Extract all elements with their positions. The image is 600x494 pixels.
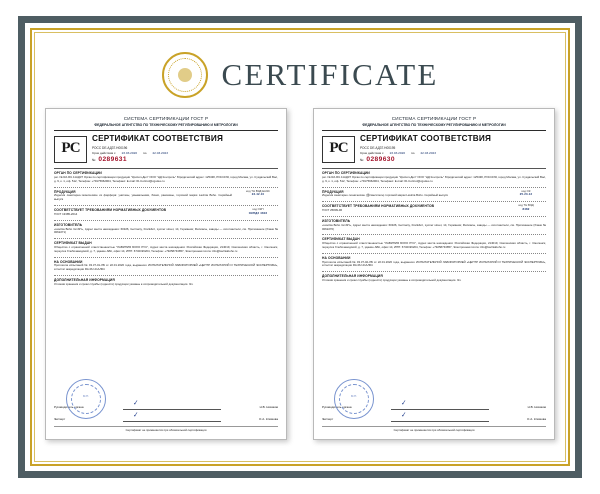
corner-ornament-bottom-right: [542, 438, 570, 466]
official-stamp: [66, 379, 106, 419]
signature-role: Эксперт: [54, 417, 66, 422]
section-body: Условия хранения и сроки службы (годности) продукции указаны в сопроводительной документации. Эл.: [322, 278, 462, 283]
validity-row: [360, 151, 546, 155]
blank-number-row: [92, 156, 278, 165]
stamp-label: М.П.: [350, 394, 358, 398]
section-manufacturer: [322, 219, 546, 231]
section-basis: [322, 256, 546, 268]
signature-mark: ✓: [132, 398, 140, 408]
signature-area: [54, 394, 278, 433]
section-heading: ИЗГОТОВИТЕЛЬ: [322, 218, 351, 223]
registry-number: РОСС DE.АД37.Н00195: [360, 145, 396, 150]
section-product: [54, 190, 278, 202]
signature-mark: ✓: [400, 410, 408, 420]
product-code-label: код ТН ВЭД ЕАЭС: [246, 188, 270, 193]
footer-note: Сертификат не применяется при обязательной сертификации: [322, 426, 546, 433]
section-heading: ДОПОЛНИТЕЛЬНАЯ ИНФОРМАЦИЯ: [322, 274, 383, 279]
valid-to-date: 22.03.2023: [420, 150, 436, 155]
section-heading: ПРОДУКЦИЯ: [322, 189, 344, 194]
divider: [322, 200, 546, 202]
section-heading: ОРГАН ПО СЕРТИФИКАЦИИ: [322, 171, 370, 176]
document-title: СЕРТИФИКАТ СООТВЕТСТВИЯ: [92, 134, 224, 144]
section-issued-to: [54, 241, 278, 253]
blank-number-row: [360, 156, 546, 165]
standard-code-value: ОКПД2 4816: [248, 210, 268, 215]
stamp-label: М.П.: [82, 394, 90, 398]
divider: [322, 215, 546, 217]
section-heading: СООТВЕТСТВУЕТ ТРЕБОВАНИЯМ НОРМАТИВНЫХ ДОКУМЕНТОВ: [54, 207, 167, 212]
divider: [54, 219, 278, 221]
page-title: CERTIFICATE: [221, 57, 439, 92]
corner-ornament-bottom-left: [30, 438, 58, 466]
section-product: [322, 190, 546, 199]
standard-code-label: код ТН ВЭД: [518, 203, 534, 208]
section-body: Изделия санитарно-технические (掛смеситель) торговой марки Lavinia Boho. Серийный выпуск: [322, 193, 448, 198]
section-heading: СЕРТИФИКАТ ВЫДАН: [322, 237, 360, 242]
signature-name: О.А. Климова: [259, 417, 278, 422]
section-heading: НА ОСНОВАНИИ: [322, 255, 351, 260]
validity-label: Срок действия с: [92, 150, 116, 155]
signature-role: Руководитель органа: [54, 405, 84, 410]
section-body: ГОСТ 13385-2014: [54, 211, 78, 216]
document-title: СЕРТИФИКАТ СООТВЕТСТВИЯ: [360, 134, 492, 144]
product-code-value: 23.42.10: [251, 192, 265, 197]
product-code-label: код ОК: [521, 188, 531, 193]
divider: [322, 233, 546, 235]
valid-from-date: 23.03.2020: [389, 150, 406, 155]
divider: [54, 130, 278, 131]
section-heading: ПРОДУКЦИЯ: [54, 189, 76, 194]
section-additional-info: [54, 278, 278, 287]
valid-from-date: 23.03.2020: [121, 150, 138, 155]
signature-name: О.А. Климова: [527, 417, 546, 422]
section-conformity: [322, 204, 546, 213]
gost-r-logo: РС: [54, 136, 87, 163]
valid-to-label: по: [143, 150, 147, 155]
signature-line: [391, 398, 489, 410]
section-body: Общество с ограниченной ответственностью "ЛАВИНИЯ БОХО РУС", Адрес места нахождения: Российская Федерация, 214019, Смоленская область, г. Смоленск, переулок Хлебозаводский, д. 7, здание АБК, офис 14, ИНН: 6732196204, Телефон: +79258743857, Электронная почта: info@laviniaboho.ru: [54, 245, 278, 253]
divider: [322, 252, 546, 254]
section-issued-to: [322, 237, 546, 249]
section-organ: [322, 171, 546, 183]
signature-role: Руководитель органа: [322, 405, 352, 410]
section-conformity: [54, 208, 278, 217]
page-header: [0, 52, 600, 98]
divider: [54, 204, 278, 206]
section-body: «Lavinia Boho GmbH», Адрес места нахождения: 60326, Germany, Frankfurt, Lyoner street, 14, Германия; Филиалы, заводы — изготовители, см. Приложение (бланк № 0062271): [54, 226, 278, 235]
section-body: Протокола испытаний № 03.37-01-ЛБ от 22.01.2020 года, выданного ИСПЫТАТЕЛЬНОЙ ЛАБОРАТОРИЕЙ «ЦЕНТР ИСПЫТАНИЙ И ТЕХНИЧЕСКОЙ ЭКСПЕРТИЗЫ», аттестат аккредитации RA.RU.21АЛ04: [54, 263, 278, 272]
blank-number-label: №: [360, 157, 364, 162]
validity-row: [92, 151, 278, 155]
section-heading: СООТВЕТСТВУЕТ ТРЕБОВАНИЯМ НОРМАТИВНЫХ ДОКУМЕНТОВ: [322, 204, 435, 209]
footer-note: Сертификат не применяется при обязательной сертификации: [54, 426, 278, 433]
valid-to-label: по: [411, 150, 415, 155]
section-organ: [54, 171, 278, 183]
agency-title: ФЕДЕРАЛЬНОЕ АГЕНТСТВО ПО ТЕХНИЧЕСКОМУ РЕГУЛИРОВАНИЮ И МЕТРОЛОГИИ: [362, 123, 506, 128]
validity-label: Срок действия с: [360, 150, 384, 155]
signature-line: [391, 410, 489, 422]
certificate-card[interactable]: [45, 108, 287, 440]
divider: [322, 186, 546, 188]
section-heading: НА ОСНОВАНИИ: [54, 259, 83, 264]
divider: [54, 274, 278, 276]
divider: [54, 237, 278, 239]
certificate-headline: [322, 134, 546, 165]
blank-number-value: 0289631: [98, 155, 127, 163]
section-body: Общество с ограниченной ответственностью "ЛАВИНИЯ БОХО РУС", Адрес места нахождения: Российская Федерация, 214019, Смоленская область, г. Смоленск, переулок Хлебозаводский, д. 7, здание АБК, офис 14, ИНН: 6732196204, Телефон: +79258743857, Электронная почта: info@laviniaboho.ru: [322, 241, 546, 249]
divider: [322, 270, 546, 272]
section-heading: СЕРТИФИКАТ ВЫДАН: [54, 241, 92, 246]
section-additional-info: [322, 274, 546, 283]
gost-r-logo: РС: [322, 136, 355, 163]
gold-rosette-seal-icon: [162, 52, 208, 98]
section-body: ГОСТ 25809-96: [322, 208, 343, 213]
seal-core: [178, 68, 192, 82]
signature-line: [123, 398, 221, 410]
divider: [54, 256, 278, 258]
section-heading: ДОПОЛНИТЕЛЬНАЯ ИНФОРМАЦИЯ: [54, 277, 115, 282]
standard-code-label: код ОКП: [252, 206, 264, 211]
section-body: Протокола испытаний № 03.37-02-ЛБ от 22.01.2020 года, выданного ИСПЫТАТЕЛЬНОЙ ЛАБОРАТОРИЕЙ «ЦЕНТР ИСПЫТАНИЙ И ТЕХНИЧЕСКОЙ ЭКСПЕРТИЗЫ», аттестат аккредитации RA.RU.21АЛ04: [322, 259, 546, 268]
section-heading: ИЗГОТОВИТЕЛЬ: [54, 222, 83, 227]
divider: [54, 186, 278, 188]
section-body: рег. № RA.RU.11АД37 Орган по сертификации продукции "Крипол-Дел" ООО "ЦД Контроль" Юридический адрес: 125438, РОССИЯ, город Москва, ул. Суздальский Вал, д. 9, к. 1, оф. 512, Телефон: +79175962904, Телефакс: E-mail: ID-Control@cgudes.ru: [322, 175, 546, 183]
signature-name: Н.В. Новиков: [259, 405, 278, 410]
divider: [54, 168, 278, 169]
valid-to-date: 22.03.2023: [152, 150, 168, 155]
registry-number: РОСС DE.АД37.Н00196: [92, 145, 128, 150]
section-body: рег. № RA.RU.11АД37 Орган по сертификации продукции "Крипол-Дел" ООО "ЦД Контроль" Юридический адрес: 125438, РОССИЯ, город Москва, ул. Суздальский Вал, д. 9, к. 1, оф. 512, Телефон: +79175962904, Телефакс: E-mail: ID-Control@cgudes.ru: [54, 175, 278, 183]
section-heading: ОРГАН ПО СЕРТИФИКАЦИИ: [54, 171, 102, 176]
section-body: «Lavinia Boho GmbH», Адрес места нахождения: 60326, Germany, Frankfurt, Lyoner street, 14, Германия; Филиалы, заводы — изготовители, см. Приложение (бланк № 0062270): [322, 222, 546, 231]
official-stamp: [334, 379, 374, 419]
signature-mark: ✓: [400, 398, 408, 408]
blank-number-label: №: [92, 157, 96, 162]
agency-title: ФЕДЕРАЛЬНОЕ АГЕНТСТВО ПО ТЕХНИЧЕСКОМУ РЕГУЛИРОВАНИЮ И МЕТРОЛОГИИ: [94, 123, 238, 128]
standard-code-value: 8482: [522, 206, 530, 211]
blank-number-value: 0289630: [366, 155, 395, 163]
section-basis: [54, 260, 278, 272]
certificate-headline: [54, 134, 278, 165]
section-body: Изделия санитарно-технические из фарфора: унитазы, умывальники, бачки, раковины, торговой марки Lavinia Boho. Серийный выпуск: [54, 193, 232, 202]
divider: [322, 130, 546, 131]
signature-area: [322, 394, 546, 433]
signature-role: Эксперт: [322, 417, 334, 422]
signature-mark: ✓: [132, 410, 140, 420]
signature-line: [123, 410, 221, 422]
signature-name: Н.В. Новиков: [527, 405, 546, 410]
product-code-value: 25.23.12: [519, 192, 533, 197]
system-title: СИСТЕМА СЕРТИФИКАЦИИ ГОСТ Р: [123, 116, 209, 121]
certificate-card[interactable]: [313, 108, 555, 440]
section-body: Условия хранения и сроки службы (годности) продукции указаны в сопроводительной документации. Эл.: [54, 281, 194, 286]
divider: [322, 168, 546, 169]
section-manufacturer: [54, 223, 278, 235]
system-title: СИСТЕМА СЕРТИФИКАЦИИ ГОСТ Р: [391, 116, 477, 121]
certificate-cards: [45, 108, 555, 440]
